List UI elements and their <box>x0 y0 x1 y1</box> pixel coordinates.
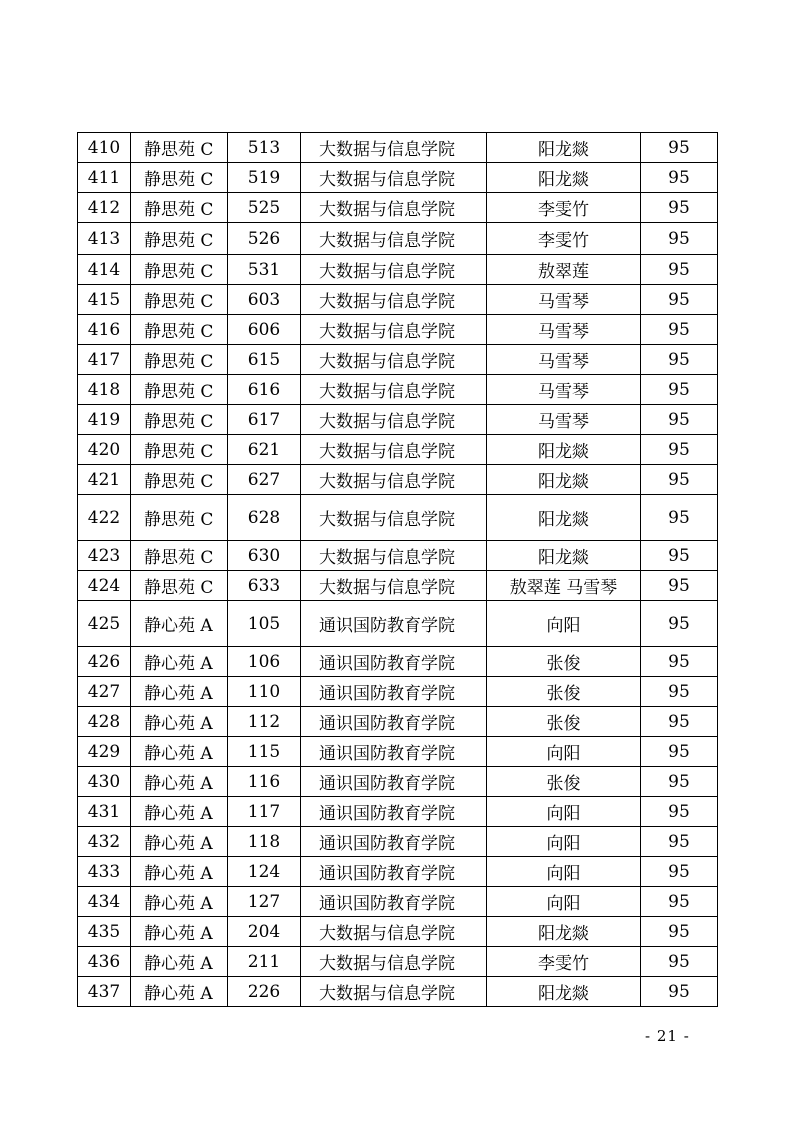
person-in-charge: 敖翠莲 马雪琴 <box>487 571 641 601</box>
person-in-charge: 马雪琴 <box>487 345 641 375</box>
table-row <box>78 345 718 375</box>
score-value: 95 <box>641 193 718 223</box>
person-in-charge: 马雪琴 <box>487 405 641 435</box>
person-in-charge: 阳龙燚 <box>487 977 641 1007</box>
college-name: 大数据与信息学院 <box>301 223 487 255</box>
college-name: 通识国防教育学院 <box>301 857 487 887</box>
room-number: 211 <box>228 947 301 977</box>
building-name: 静思苑 C <box>131 435 228 465</box>
building-name: 静思苑 C <box>131 345 228 375</box>
college-name: 大数据与信息学院 <box>301 193 487 223</box>
score-value: 95 <box>641 887 718 917</box>
row-number: 414 <box>78 255 131 285</box>
page-number: - 21 - <box>645 1027 690 1045</box>
room-number: 606 <box>228 315 301 345</box>
row-number: 426 <box>78 647 131 677</box>
college-name: 大数据与信息学院 <box>301 917 487 947</box>
building-name: 静思苑 C <box>131 375 228 405</box>
college-name: 大数据与信息学院 <box>301 405 487 435</box>
row-number: 416 <box>78 315 131 345</box>
building-name: 静思苑 C <box>131 163 228 193</box>
table-row <box>78 601 718 647</box>
score-value: 95 <box>641 977 718 1007</box>
college-name: 大数据与信息学院 <box>301 345 487 375</box>
score-value: 95 <box>641 255 718 285</box>
building-name: 静思苑 C <box>131 541 228 571</box>
room-number: 603 <box>228 285 301 315</box>
college-name: 大数据与信息学院 <box>301 375 487 405</box>
score-value: 95 <box>641 827 718 857</box>
table-row <box>78 857 718 887</box>
score-value: 95 <box>641 707 718 737</box>
college-name: 大数据与信息学院 <box>301 977 487 1007</box>
building-name: 静心苑 A <box>131 977 228 1007</box>
person-in-charge: 阳龙燚 <box>487 163 641 193</box>
table-body <box>78 133 718 1007</box>
room-number: 617 <box>228 405 301 435</box>
score-value: 95 <box>641 285 718 315</box>
row-number: 435 <box>78 917 131 947</box>
row-number: 422 <box>78 495 131 541</box>
building-name: 静心苑 A <box>131 647 228 677</box>
table-row <box>78 255 718 285</box>
table-row <box>78 947 718 977</box>
person-in-charge: 向阳 <box>487 797 641 827</box>
building-name: 静思苑 C <box>131 255 228 285</box>
score-value: 95 <box>641 647 718 677</box>
row-number: 418 <box>78 375 131 405</box>
table-row <box>78 827 718 857</box>
table-row <box>78 315 718 345</box>
college-name: 大数据与信息学院 <box>301 163 487 193</box>
row-number: 434 <box>78 887 131 917</box>
score-value: 95 <box>641 163 718 193</box>
college-name: 通识国防教育学院 <box>301 737 487 767</box>
person-in-charge: 张俊 <box>487 647 641 677</box>
room-number: 526 <box>228 223 301 255</box>
college-name: 大数据与信息学院 <box>301 541 487 571</box>
building-name: 静思苑 C <box>131 465 228 495</box>
person-in-charge: 李雯竹 <box>487 223 641 255</box>
college-name: 通识国防教育学院 <box>301 827 487 857</box>
room-number: 116 <box>228 767 301 797</box>
table-row <box>78 917 718 947</box>
building-name: 静思苑 C <box>131 193 228 223</box>
person-in-charge: 向阳 <box>487 827 641 857</box>
building-name: 静心苑 A <box>131 827 228 857</box>
person-in-charge: 张俊 <box>487 677 641 707</box>
building-name: 静心苑 A <box>131 707 228 737</box>
room-number: 513 <box>228 133 301 163</box>
building-name: 静心苑 A <box>131 601 228 647</box>
score-value: 95 <box>641 601 718 647</box>
building-name: 静思苑 C <box>131 495 228 541</box>
row-number: 412 <box>78 193 131 223</box>
row-number: 425 <box>78 601 131 647</box>
person-in-charge: 马雪琴 <box>487 315 641 345</box>
score-value: 95 <box>641 133 718 163</box>
building-name: 静思苑 C <box>131 405 228 435</box>
room-number: 226 <box>228 977 301 1007</box>
room-number: 628 <box>228 495 301 541</box>
row-number: 417 <box>78 345 131 375</box>
row-number: 433 <box>78 857 131 887</box>
room-number: 127 <box>228 887 301 917</box>
score-value: 95 <box>641 405 718 435</box>
room-number: 124 <box>228 857 301 887</box>
person-in-charge: 向阳 <box>487 857 641 887</box>
person-in-charge: 阳龙燚 <box>487 541 641 571</box>
college-name: 大数据与信息学院 <box>301 255 487 285</box>
college-name: 通识国防教育学院 <box>301 797 487 827</box>
row-number: 429 <box>78 737 131 767</box>
row-number: 420 <box>78 435 131 465</box>
row-number: 432 <box>78 827 131 857</box>
score-value: 95 <box>641 677 718 707</box>
row-number: 415 <box>78 285 131 315</box>
room-number: 525 <box>228 193 301 223</box>
row-number: 419 <box>78 405 131 435</box>
college-name: 通识国防教育学院 <box>301 647 487 677</box>
room-number: 115 <box>228 737 301 767</box>
row-number: 410 <box>78 133 131 163</box>
score-value: 95 <box>641 947 718 977</box>
table-row <box>78 495 718 541</box>
row-number: 437 <box>78 977 131 1007</box>
room-number: 519 <box>228 163 301 193</box>
score-value: 95 <box>641 435 718 465</box>
building-name: 静思苑 C <box>131 315 228 345</box>
table-row <box>78 767 718 797</box>
row-number: 430 <box>78 767 131 797</box>
college-name: 大数据与信息学院 <box>301 465 487 495</box>
person-in-charge: 阳龙燚 <box>487 495 641 541</box>
college-name: 大数据与信息学院 <box>301 315 487 345</box>
room-number: 630 <box>228 541 301 571</box>
college-name: 通识国防教育学院 <box>301 707 487 737</box>
college-name: 大数据与信息学院 <box>301 495 487 541</box>
room-number: 627 <box>228 465 301 495</box>
room-number: 616 <box>228 375 301 405</box>
building-name: 静思苑 C <box>131 571 228 601</box>
room-number: 531 <box>228 255 301 285</box>
table-row <box>78 677 718 707</box>
person-in-charge: 阳龙燚 <box>487 435 641 465</box>
building-name: 静思苑 C <box>131 223 228 255</box>
room-number: 633 <box>228 571 301 601</box>
room-number: 110 <box>228 677 301 707</box>
person-in-charge: 向阳 <box>487 737 641 767</box>
room-number: 204 <box>228 917 301 947</box>
table-row <box>78 133 718 163</box>
table-row <box>78 541 718 571</box>
room-number: 105 <box>228 601 301 647</box>
table-row <box>78 647 718 677</box>
room-number: 106 <box>228 647 301 677</box>
row-number: 427 <box>78 677 131 707</box>
building-name: 静心苑 A <box>131 797 228 827</box>
table-row <box>78 285 718 315</box>
score-value: 95 <box>641 571 718 601</box>
person-in-charge: 向阳 <box>487 601 641 647</box>
row-number: 436 <box>78 947 131 977</box>
college-name: 大数据与信息学院 <box>301 435 487 465</box>
table-row <box>78 163 718 193</box>
row-number: 423 <box>78 541 131 571</box>
building-name: 静心苑 A <box>131 947 228 977</box>
table-row <box>78 223 718 255</box>
table-row <box>78 465 718 495</box>
row-number: 424 <box>78 571 131 601</box>
person-in-charge: 张俊 <box>487 707 641 737</box>
person-in-charge: 阳龙燚 <box>487 133 641 163</box>
table-row <box>78 193 718 223</box>
table-row <box>78 797 718 827</box>
row-number: 428 <box>78 707 131 737</box>
person-in-charge: 向阳 <box>487 887 641 917</box>
score-value: 95 <box>641 737 718 767</box>
building-name: 静思苑 C <box>131 285 228 315</box>
table-row <box>78 977 718 1007</box>
table-row <box>78 375 718 405</box>
dormitory-score-table <box>77 132 718 1007</box>
person-in-charge: 李雯竹 <box>487 947 641 977</box>
score-value: 95 <box>641 797 718 827</box>
person-in-charge: 马雪琴 <box>487 285 641 315</box>
score-value: 95 <box>641 315 718 345</box>
building-name: 静心苑 A <box>131 887 228 917</box>
score-value: 95 <box>641 495 718 541</box>
score-value: 95 <box>641 465 718 495</box>
college-name: 大数据与信息学院 <box>301 285 487 315</box>
row-number: 413 <box>78 223 131 255</box>
building-name: 静心苑 A <box>131 917 228 947</box>
room-number: 621 <box>228 435 301 465</box>
table-row <box>78 737 718 767</box>
person-in-charge: 敖翠莲 <box>487 255 641 285</box>
room-number: 112 <box>228 707 301 737</box>
score-value: 95 <box>641 541 718 571</box>
person-in-charge: 马雪琴 <box>487 375 641 405</box>
college-name: 大数据与信息学院 <box>301 571 487 601</box>
person-in-charge: 李雯竹 <box>487 193 641 223</box>
room-number: 615 <box>228 345 301 375</box>
college-name: 通识国防教育学院 <box>301 601 487 647</box>
college-name: 通识国防教育学院 <box>301 767 487 797</box>
building-name: 静心苑 A <box>131 857 228 887</box>
row-number: 431 <box>78 797 131 827</box>
score-value: 95 <box>641 345 718 375</box>
building-name: 静思苑 C <box>131 133 228 163</box>
person-in-charge: 阳龙燚 <box>487 465 641 495</box>
table-row <box>78 435 718 465</box>
college-name: 通识国防教育学院 <box>301 677 487 707</box>
table-row <box>78 887 718 917</box>
building-name: 静心苑 A <box>131 767 228 797</box>
room-number: 117 <box>228 797 301 827</box>
table-row <box>78 405 718 435</box>
score-value: 95 <box>641 767 718 797</box>
building-name: 静心苑 A <box>131 737 228 767</box>
college-name: 大数据与信息学院 <box>301 133 487 163</box>
row-number: 421 <box>78 465 131 495</box>
table-row <box>78 707 718 737</box>
row-number: 411 <box>78 163 131 193</box>
score-value: 95 <box>641 375 718 405</box>
person-in-charge: 阳龙燚 <box>487 917 641 947</box>
score-value: 95 <box>641 917 718 947</box>
score-value: 95 <box>641 857 718 887</box>
table-row <box>78 571 718 601</box>
room-number: 118 <box>228 827 301 857</box>
score-value: 95 <box>641 223 718 255</box>
building-name: 静心苑 A <box>131 677 228 707</box>
person-in-charge: 张俊 <box>487 767 641 797</box>
college-name: 大数据与信息学院 <box>301 947 487 977</box>
college-name: 通识国防教育学院 <box>301 887 487 917</box>
